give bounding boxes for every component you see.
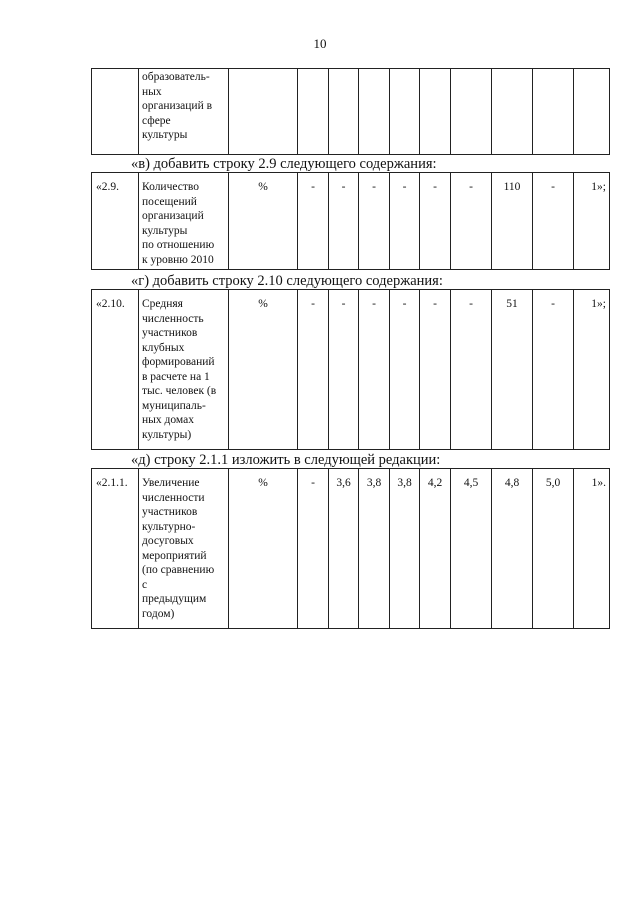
name-line: годом)	[142, 607, 175, 620]
cell-value: 4,2	[420, 469, 451, 629]
name-line: мероприятий	[142, 549, 207, 562]
cell-value: 51	[492, 290, 533, 450]
name-line: посещений	[142, 195, 197, 208]
name-line: к уровню 2010	[142, 253, 214, 266]
cell-value	[420, 69, 451, 155]
table-row-2-9	[91, 172, 610, 270]
cell-unit: %	[229, 173, 298, 270]
cell-value: -	[298, 469, 329, 629]
name-line: культуры	[142, 129, 188, 141]
cell-value: -	[329, 173, 359, 270]
cell-value: -	[451, 290, 492, 450]
table-row-2-1-1	[91, 468, 610, 629]
name-line: культурно-	[142, 520, 196, 533]
name-line: культуры	[142, 224, 188, 237]
instruction-line-3: «д) строку 2.1.1 изложить в следующей редакции:	[131, 452, 441, 468]
cell-value	[451, 69, 492, 155]
cell-number: «2.9.	[92, 173, 139, 270]
cell-value: 110	[492, 173, 533, 270]
name-line: Увеличение	[142, 477, 200, 489]
name-line: клубных	[142, 341, 185, 354]
name-line: организаций в	[142, 100, 213, 112]
cell-value: -	[359, 290, 390, 450]
cell-value: -	[420, 290, 451, 450]
name-line: (по сравнению	[142, 564, 215, 576]
cell-value: 3,8	[390, 469, 420, 629]
name-line: участников	[142, 506, 198, 518]
cell-number: «2.10.	[92, 290, 139, 450]
cell-unit	[229, 69, 298, 155]
name-line: с	[142, 578, 148, 591]
cell-value: -	[533, 290, 574, 450]
cell-unit: %	[229, 469, 298, 629]
table-row	[92, 173, 610, 270]
name-line: предыдущим	[142, 593, 207, 605]
cell-value	[329, 69, 359, 155]
cell-last: 1»;	[574, 173, 610, 270]
name-line: численность	[142, 312, 204, 325]
name-line: досуговых	[142, 535, 194, 547]
name-line: Количество	[142, 181, 199, 193]
name-line: формирований	[142, 356, 215, 368]
cell-number: «2.1.1.	[92, 469, 139, 629]
name-line: сфере	[142, 114, 171, 127]
table-row	[92, 69, 610, 155]
instruction-line-1: «в) добавить строку 2.9 следующего содержания:	[131, 156, 437, 172]
table-fragment-top	[91, 68, 610, 155]
cell-last: 1»;	[574, 290, 610, 450]
name-line: участников	[142, 327, 198, 339]
name-line: культуры)	[142, 428, 192, 441]
cell-indicator-name	[139, 469, 229, 629]
cell-value: 3,8	[359, 469, 390, 629]
cell-indicator-name	[139, 290, 229, 450]
cell-value	[390, 69, 420, 155]
cell-value	[492, 69, 533, 155]
name-line: организаций	[142, 210, 204, 222]
name-line: тыс. человек (в	[142, 385, 217, 397]
name-line: образователь-	[142, 71, 210, 83]
cell-last: 1».	[574, 469, 610, 629]
cell-indicator-name	[139, 173, 229, 270]
cell-value: -	[298, 173, 329, 270]
cell-value: 4,8	[492, 469, 533, 629]
table-row	[92, 469, 610, 629]
cell-indicator-name	[139, 69, 229, 155]
table-row-2-10	[91, 289, 610, 450]
cell-value: -	[329, 290, 359, 450]
cell-value: 5,0	[533, 469, 574, 629]
cell-value: -	[298, 290, 329, 450]
name-line: ных домах	[142, 414, 194, 426]
cell-value: -	[390, 290, 420, 450]
name-line: в расчете на 1	[142, 370, 210, 383]
name-line: Средняя	[142, 298, 183, 310]
cell-last	[574, 69, 610, 155]
name-line: ных	[142, 85, 162, 98]
cell-value	[298, 69, 329, 155]
name-line: по отношению	[142, 239, 215, 251]
cell-value: 3,6	[329, 469, 359, 629]
cell-value: -	[451, 173, 492, 270]
name-line: численности	[142, 491, 205, 504]
cell-value: -	[390, 173, 420, 270]
cell-value	[533, 69, 574, 155]
cell-value	[359, 69, 390, 155]
cell-value: -	[533, 173, 574, 270]
cell-value: -	[420, 173, 451, 270]
instruction-line-2: «г) добавить строку 2.10 следующего содержания:	[131, 273, 443, 289]
name-line: муниципаль-	[142, 399, 206, 412]
page-number: 10	[313, 36, 327, 51]
table-row	[92, 290, 610, 450]
cell-value: 4,5	[451, 469, 492, 629]
cell-unit: %	[229, 290, 298, 450]
cell-value: -	[359, 173, 390, 270]
cell-number	[92, 69, 139, 155]
